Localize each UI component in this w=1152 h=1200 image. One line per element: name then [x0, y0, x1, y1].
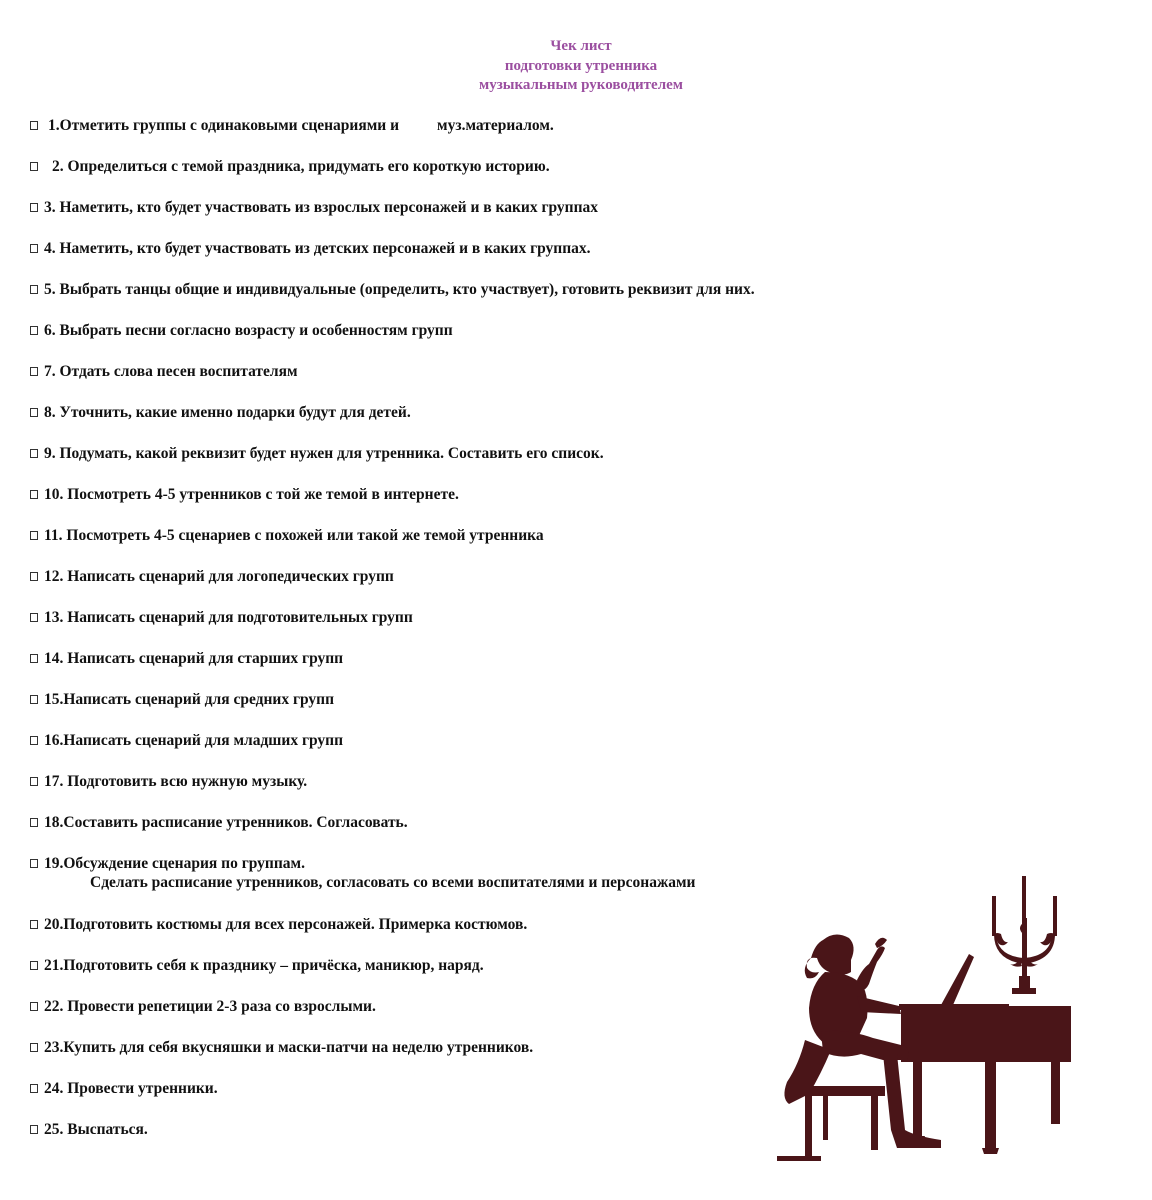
- item-text: 10. Посмотреть 4-5 утренников с той же темой в интернете.: [44, 486, 459, 503]
- checkbox-icon[interactable]: [30, 736, 38, 745]
- checkbox-icon[interactable]: [30, 449, 38, 458]
- item-text: 5. Выбрать танцы общие и индивидуальные (определить, кто участвует), готовить реквизит для них.: [44, 281, 755, 298]
- item-text: 13. Написать сценарий для подготовительных групп: [44, 609, 413, 626]
- item-text: 23.Купить для себя вкусняшки и маски-патчи на неделю утренников.: [44, 1039, 534, 1056]
- item-text: 20.Подготовить костюмы для всех персонажей. Примерка костюмов.: [44, 916, 528, 933]
- checkbox-icon[interactable]: [30, 1043, 38, 1052]
- item-text: 1.Отметить группы с одинаковыми сценариями и муз.материалом.: [48, 117, 554, 134]
- item-text: 11. Посмотреть 4-5 сценариев с похожей или такой же темой утренника: [44, 527, 544, 544]
- checkbox-icon[interactable]: [30, 367, 38, 376]
- checkbox-icon[interactable]: [30, 1002, 38, 1011]
- checkbox-icon[interactable]: [30, 244, 38, 253]
- item-text: 24. Провести утренники.: [44, 1080, 218, 1097]
- checkbox-icon[interactable]: [30, 531, 38, 540]
- title-line-1: Чек лист: [550, 38, 612, 54]
- checkbox-icon[interactable]: [30, 961, 38, 970]
- item-text: 4. Наметить, кто будет участвовать из детских персонажей и в каких группах.: [44, 240, 591, 257]
- item-text: 7. Отдать слова песен воспитателям: [44, 363, 298, 380]
- item-text: 16.Написать сценарий для младших групп: [44, 732, 344, 749]
- item-text: 8. Уточнить, какие именно подарки будут для детей.: [44, 404, 411, 421]
- checkbox-icon[interactable]: [30, 654, 38, 663]
- checkbox-icon[interactable]: [30, 920, 38, 929]
- item-text: 21.Подготовить себя к празднику – причёска, маникюр, наряд.: [44, 957, 484, 974]
- checkbox-icon[interactable]: [30, 613, 38, 622]
- checkbox-icon[interactable]: [30, 859, 38, 868]
- checkbox-icon[interactable]: [30, 285, 38, 294]
- item-text: 3. Наметить, кто будет участвовать из взрослых персонажей и в каких группах: [44, 199, 599, 216]
- checkbox-icon[interactable]: [30, 1084, 38, 1093]
- checkbox-icon[interactable]: [30, 818, 38, 827]
- item-text: 25. Выспаться.: [44, 1121, 148, 1138]
- pianist-silhouette-icon: [765, 868, 1075, 1168]
- item-text-continuation: Сделать расписание утренников, согласовать со всеми воспитателями и персонажами: [90, 874, 696, 891]
- item-text: 15.Написать сценарий для средних групп: [44, 691, 335, 708]
- item-text: 9. Подумать, какой реквизит будет нужен для утренника. Составить его список.: [44, 445, 604, 462]
- checkbox-icon[interactable]: [30, 162, 38, 171]
- checkbox-icon[interactable]: [30, 408, 38, 417]
- item-text: 14. Написать сценарий для старших групп: [44, 650, 344, 667]
- checkbox-icon[interactable]: [30, 203, 38, 212]
- checkbox-icon[interactable]: [30, 777, 38, 786]
- item-text: 19.Обсуждение сценария по группам.: [44, 855, 305, 872]
- checkbox-icon[interactable]: [30, 121, 38, 130]
- item-text: 6. Выбрать песни согласно возрасту и особенностям групп: [44, 322, 453, 339]
- checkbox-icon[interactable]: [30, 1125, 38, 1134]
- checkbox-icon[interactable]: [30, 572, 38, 581]
- checkbox-icon[interactable]: [30, 490, 38, 499]
- item-text: 22. Провести репетиции 2-3 раза со взрослыми.: [44, 998, 376, 1015]
- checkbox-icon[interactable]: [30, 326, 38, 335]
- checkbox-icon[interactable]: [30, 695, 38, 704]
- item-text: 17. Подготовить всю нужную музыку.: [44, 773, 308, 790]
- checklist-title: [0, 37, 1152, 96]
- item-text: 12. Написать сценарий для логопедических групп: [44, 568, 394, 585]
- title-line-2: подготовки утренника: [504, 57, 658, 74]
- item-text: 2. Определиться с темой праздника, придумать его короткую историю.: [52, 158, 550, 175]
- item-text: 18.Составить расписание утренников. Согласовать.: [44, 814, 408, 831]
- title-line-3: музыкальным руководителем: [478, 77, 683, 93]
